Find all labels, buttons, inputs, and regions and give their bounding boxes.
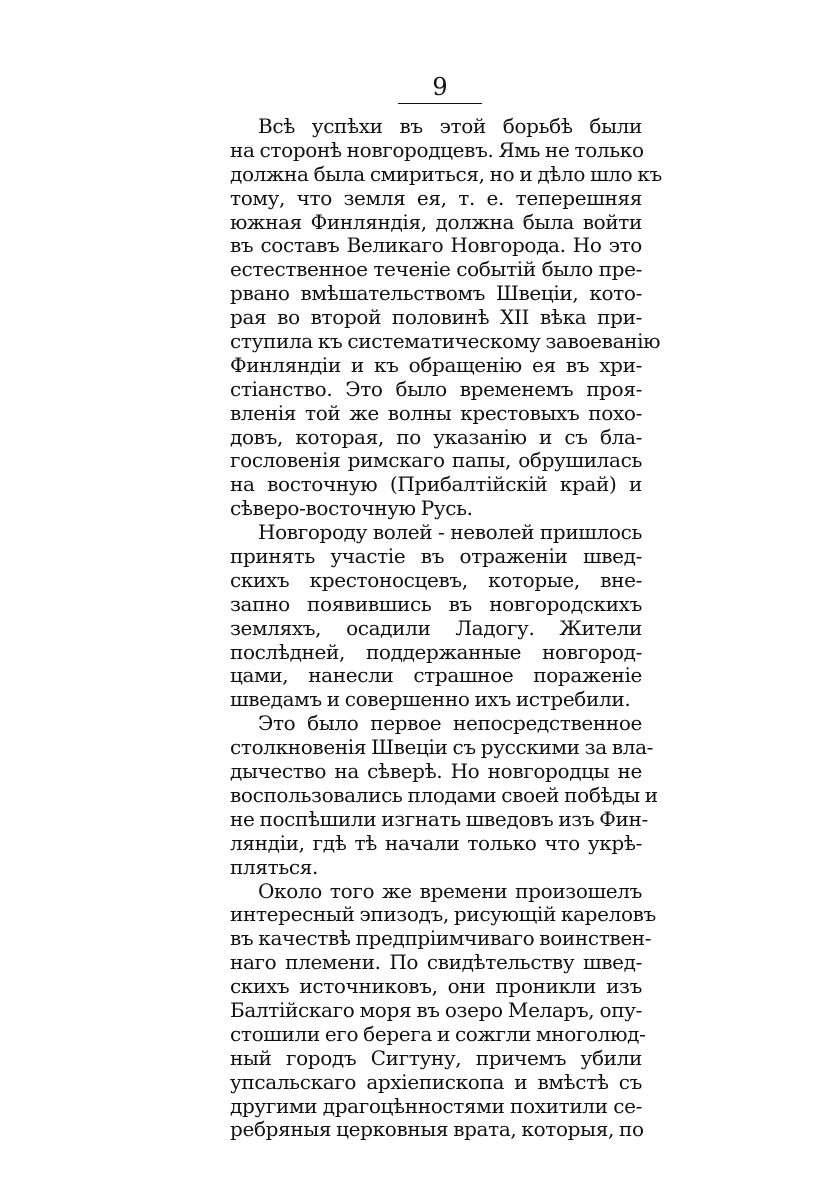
text-line: стошили его берега и сожгли многолюд- (230, 1021, 646, 1046)
text-line: въ составъ Великаго Новгорода. Но это (230, 233, 642, 258)
text-line: въ качествѣ предпріимчиваго воинствен- (230, 926, 652, 951)
text-line: ступила къ систематическому завоеванію (230, 329, 661, 354)
text-line: ребряныя церковныя врата, которыя, по (230, 1117, 644, 1142)
text-line: сѣверо-восточную Русь. (230, 496, 473, 521)
paragraph (230, 711, 658, 879)
text-line: вленія той же волны крестовыхъ похо- (230, 400, 642, 425)
text-line: послѣдней, поддержанные новгород- (230, 639, 642, 664)
paragraph (230, 521, 642, 712)
text-line: должна была смириться, но и дѣло шло къ (230, 161, 662, 186)
text-line: Всѣ успѣхи въ этой борьбѣ были (258, 114, 642, 138)
text-line: Балтійскаго моря въ озеро Меларъ, опу- (230, 997, 642, 1022)
text-line: наго племени. По свидѣтельству швед- (230, 950, 642, 975)
text-line: Новгороду волей - неволей пришлось (258, 520, 642, 545)
text-line: гословенія римскаго папы, обрушилась (230, 448, 642, 473)
text-line: не поспѣшили изгнать шведовъ изъ Фин- (230, 806, 648, 831)
text-line: принять участіе въ отраженіи швед- (230, 544, 642, 569)
text-line: земляхъ, осадили Ладогу. Жители (230, 615, 642, 640)
text-line: тому, что земля ея, т. е. теперешняя (230, 185, 642, 210)
text-line: рвано вмѣшательствомъ Швеціи, кото- (230, 281, 642, 306)
text-line: дычество на сѣверѣ. Но новгородцы не (230, 759, 642, 784)
text-line: шведамъ и совершенно ихъ истребили. (230, 687, 631, 712)
text-line: воспользовались плодами своей побѣды и (230, 782, 658, 807)
text-line: Финляндіи и къ обращенію ея въ хри- (230, 352, 642, 377)
text-line: Около того же времени произошелъ (258, 878, 642, 903)
paragraph (230, 114, 662, 521)
text-line: довъ, которая, по указанію и съ бла- (230, 424, 642, 449)
text-line: скихъ источниковъ, они проникли изъ (230, 974, 642, 999)
text-line: упсальскаго архіепископа и вмѣстѣ съ (230, 1069, 642, 1094)
text-line: Это было первое непосредственное (258, 711, 642, 736)
text-line: запно появившись въ новгородскихъ (230, 591, 642, 616)
text-line: другими драгоцѣнностями похитили се- (230, 1093, 642, 1118)
text-line: на сторонѣ новгородцевъ. Ямь не только (230, 137, 644, 162)
text-line: интересный эпизодъ, рисующій кареловъ (230, 902, 656, 927)
text-line: рая во второй половинѣ XII вѣка при- (230, 305, 642, 330)
paragraph (230, 878, 656, 1143)
text-line: южная Финляндія, должна была войти (230, 209, 642, 234)
text-line: стіанство. Это было временемъ проя- (230, 376, 642, 401)
text-line: столкновенія Швеціи съ русскими за вла- (230, 735, 654, 760)
text-line: пляться. (230, 854, 318, 879)
text-line: естественное теченіе событій было пре- (230, 257, 642, 282)
text-line: ный городъ Сигтуну, причемъ убили (230, 1045, 642, 1070)
body-text (230, 114, 662, 1142)
text-line: скихъ крестоносцевъ, которые, вне- (230, 567, 642, 592)
page-number: 9 (432, 73, 448, 101)
text-line: на восточную (Прибалтійскій край) и (230, 472, 642, 497)
text-line: ляндіи, гдѣ тѣ начали только что укрѣ- (230, 830, 642, 855)
text-line: цами, нанесли страшное пораженіе (230, 663, 642, 688)
page-number-rule (398, 103, 482, 104)
